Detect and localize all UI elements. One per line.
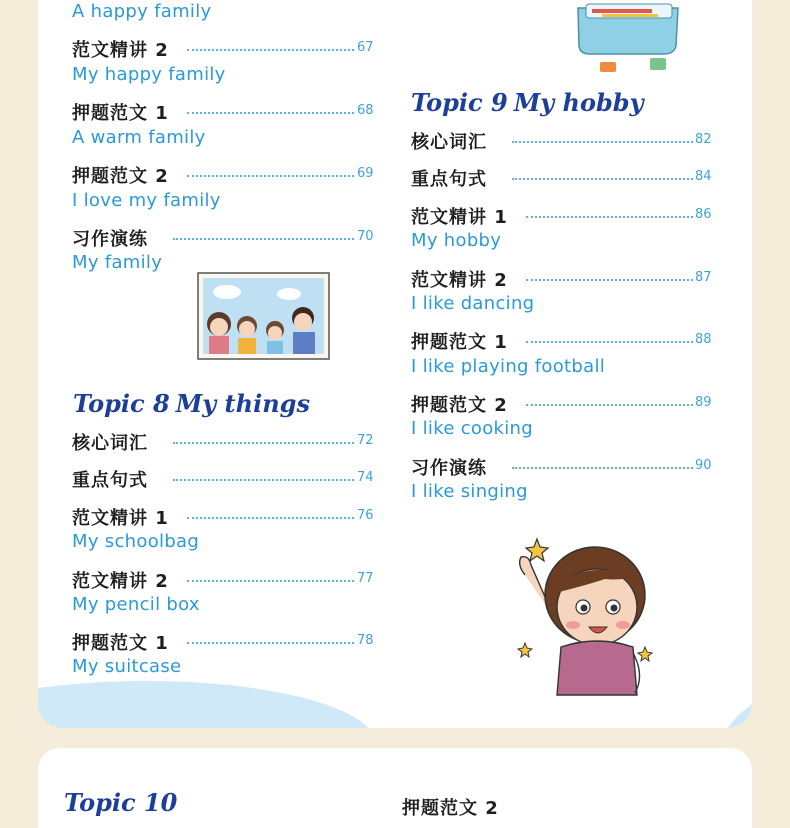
dot-leader: [526, 279, 693, 281]
dot-leader: [526, 404, 693, 406]
page-number: 69: [357, 166, 374, 181]
dot-leader: [173, 238, 354, 240]
toc-entry[interactable]: [411, 128, 716, 158]
toc-entry[interactable]: [72, 99, 377, 129]
page-number: 84: [695, 169, 712, 184]
dot-leader: [173, 442, 354, 444]
toc-entry-title[interactable]: My pencil box: [72, 594, 200, 615]
pencil-case-illustration: [572, 0, 690, 76]
topic9-title: [411, 88, 644, 117]
toc-entry[interactable]: [72, 567, 377, 597]
page-number: 68: [357, 103, 374, 118]
dot-leader: [173, 479, 354, 481]
topic8-title: [73, 389, 310, 418]
page-number: 77: [357, 571, 374, 586]
topic10-title: Topic 10: [64, 788, 178, 817]
toc-entry-title[interactable]: I like singing: [411, 481, 528, 502]
toc-entry-title[interactable]: I love my family: [72, 190, 221, 211]
toc-entry-title[interactable]: My happy family: [72, 64, 226, 85]
page-number: 82: [695, 132, 712, 147]
toc-entry-title[interactable]: I like playing football: [411, 356, 606, 377]
page-number: 76: [357, 508, 374, 523]
waving-girl-illustration: [495, 535, 670, 705]
dot-leader: [187, 112, 354, 114]
toc-entry-label: 习作演练: [72, 229, 148, 250]
page-number: 74: [357, 470, 374, 485]
toc-entry[interactable]: [72, 504, 377, 534]
toc-entry-title[interactable]: A warm family: [72, 127, 206, 148]
toc-entry-title[interactable]: I like cooking: [411, 418, 533, 439]
dot-leader: [187, 49, 354, 51]
dot-leader: [187, 517, 354, 519]
toc-entry[interactable]: [72, 225, 377, 255]
toc-entry-label: 核心词汇: [72, 433, 148, 454]
dot-leader: [526, 341, 693, 343]
toc-entry-label: 范文精讲 2: [72, 571, 169, 592]
toc-entry-title[interactable]: I like dancing: [411, 293, 535, 314]
page-number: 88: [695, 332, 712, 347]
toc-entry-label: 范文精讲 2: [72, 40, 169, 61]
dot-leader: [526, 216, 693, 218]
topic-number: Topic 9: [411, 88, 508, 117]
toc-entry-label: 范文精讲 1: [72, 508, 169, 529]
page-number: 72: [357, 433, 374, 448]
toc-entry[interactable]: [72, 162, 377, 192]
toc-entry-label: 押题范文 2: [411, 395, 508, 416]
page-number: 90: [695, 458, 712, 473]
toc-entry-title[interactable]: My suitcase: [72, 656, 182, 677]
toc-entry-label: 重点句式: [411, 169, 487, 190]
toc-entry-title[interactable]: A happy family: [72, 1, 212, 22]
toc-entry-label: 核心词汇: [411, 132, 487, 153]
toc-entry-title[interactable]: My schoolbag: [72, 531, 200, 552]
dot-leader: [187, 642, 354, 644]
page-number: 89: [695, 395, 712, 410]
toc-entry-label: 押题范文 1: [72, 103, 169, 124]
toc-entry[interactable]: [72, 629, 377, 659]
toc-entry[interactable]: [411, 391, 716, 421]
topic-name: My things: [175, 389, 310, 418]
page-number: 78: [357, 633, 374, 648]
dot-leader: [187, 175, 354, 177]
topic-number: Topic 8: [73, 389, 170, 418]
dot-leader: [512, 467, 693, 469]
toc-entry-label: 范文精讲 1: [411, 207, 508, 228]
toc-entry[interactable]: [72, 466, 377, 496]
toc-entry[interactable]: [411, 165, 716, 195]
toc-entry[interactable]: [411, 266, 716, 296]
toc-entry-title[interactable]: My family: [72, 252, 163, 273]
page-number: 70: [357, 229, 374, 244]
page-number: 87: [695, 270, 712, 285]
page-number: 67: [357, 40, 374, 55]
toc-item-label: 押题范文 2: [402, 798, 499, 819]
toc-entry-label: 重点句式: [72, 470, 148, 491]
toc-entry[interactable]: [72, 429, 377, 459]
toc-entry[interactable]: [411, 328, 716, 358]
toc-entry-label: 押题范文 1: [72, 633, 169, 654]
topic-name: My hobby: [513, 88, 644, 117]
family-photo-illustration: [197, 272, 330, 360]
toc-entry[interactable]: [411, 203, 716, 233]
dot-leader: [187, 580, 354, 582]
toc-entry-label: 范文精讲 2: [411, 270, 508, 291]
dot-leader: [512, 141, 693, 143]
toc-entry[interactable]: [411, 454, 716, 484]
page-number: 86: [695, 207, 712, 222]
dot-leader: [512, 178, 693, 180]
toc-entry[interactable]: [72, 36, 377, 66]
next-contents-card: [38, 748, 752, 828]
toc-entry-label: 押题范文 2: [72, 166, 169, 187]
toc-entry-label: 习作演练: [411, 458, 487, 479]
toc-entry-label: 押题范文 1: [411, 332, 508, 353]
toc-entry-title[interactable]: My hobby: [411, 230, 502, 251]
